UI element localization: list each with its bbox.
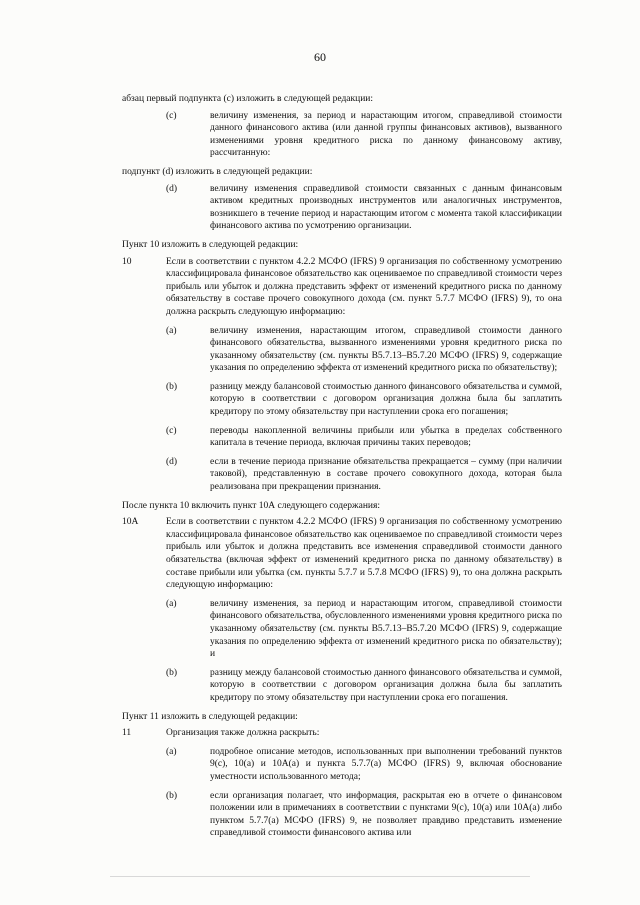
- lettered-subparagraph: [122, 746, 562, 784]
- paragraph-number: 10A: [122, 517, 139, 528]
- paragraph-text: Организация также должна раскрыть:: [166, 728, 320, 739]
- paragraph-text: переводы накопленной величины прибыли или убытка в пределах собственного капитала в течение периода, включая причины таких переводов;: [210, 425, 562, 449]
- paragraph-text: величину изменения, нарастающим итогом, справедливой стоимости данного финансового обязательства, вызванного изменениями уровня кредитного риска по указанному обязательству (см. пункты B5.7.13–B5.7.20 МСФО (IFRS) 9, содержащие указания по определению эффекта от изменений кредитного риска по обязательству);: [210, 325, 562, 374]
- lettered-subparagraph: [122, 325, 562, 375]
- paragraph-text: величину изменения, за период и нарастающим итогом, справедливой стоимости финансового обязательства, обусловленного изменениями уровня кредитного риска по указанному обязательству (см. пункты B5.7.13–B5.7.20 МСФО (IFRS) 9, содержащие указания по определению эффекта от изменений кредитного риска по обязательству); и: [210, 598, 562, 660]
- subparagraph-letter: (b): [166, 790, 178, 801]
- subparagraph-letter: (a): [166, 325, 177, 336]
- instruction-paragraph: Пункт 10 изложить в следующей редакции:: [122, 239, 299, 250]
- paragraph-text: если в течение периода признание обязательства прекращается – сумму (при наличии таковой), представленную в составе прочего совокупного дохода, которая была реализована при прекращении признания.: [210, 456, 562, 493]
- subparagraph-letter: (d): [166, 456, 178, 467]
- lettered-subparagraph: [122, 667, 562, 705]
- instruction-paragraph: абзац первый подпункта (c) изложить в следующей редакции:: [122, 94, 374, 104]
- subparagraph-letter: (a): [166, 598, 177, 609]
- subparagraph-letter: (d): [166, 183, 178, 194]
- instruction-paragraph: Пункт 11 изложить в следующей редакции:: [122, 711, 298, 722]
- paragraph-text: величину изменения справедливой стоимости связанных с данным финансовым активом кредитных производных инструментов или аналогичных инструментов, возникшего в течение период и нарастающим итогом с момента такой классификации финансового актива по усмотрению организации.: [210, 183, 562, 232]
- paragraph-text: если организация полагает, что информация, раскрытая ею в отчете о финансовом положении или в примечаниях в соответствии с пунктами 9(c), 10(a) или 10A(a) либо пунктом 5.7.7(a) МСФО (IFRS) 9, не позволяет правдиво представить изменение справедливой стоимости финансового актива или: [210, 790, 562, 839]
- subparagraph-letter: (c): [166, 425, 177, 436]
- page-number: 60: [314, 50, 326, 64]
- lettered-subparagraph: [122, 598, 562, 661]
- paragraph-text: подробное описание методов, использованных при выполнении требований пунктов 9(c), 10(a) и 10A(a) и пункта 5.7.7(a) МСФО (IFRS) 9, включая обоснование уместности использованного метода;: [210, 746, 562, 782]
- lettered-subparagraph: [122, 110, 562, 160]
- numbered-paragraph: [122, 516, 562, 592]
- paragraph-text: Если в соответствии с пунктом 4.2.2 МСФО (IFRS) 9 организация по собственному усмотрению классифицировала финансовое обязательство как оцениваемое по справедливой стоимости через прибыль или убыток и должна представить эффект от изменений кредитного риска по данному обязательству в составе прочего совокупного дохода (см. пункт 5.7.7 МСФО (IFRS) 9), то она должна раскрыть следующую информацию:: [166, 256, 562, 317]
- numbered-paragraph: [122, 727, 562, 740]
- lettered-subparagraph: [122, 183, 562, 233]
- numbered-paragraph: [122, 256, 562, 319]
- subparagraph-letter: (b): [166, 667, 178, 678]
- paragraph-text: величину изменения, за период и нарастающим итогом, справедливой стоимости данного финансового актива (или данной группы финансовых активов), вызванного изменениями уровня кредитного риска по данному финансовому активу, рассчитанную:: [210, 110, 562, 159]
- paragraph-number: 10: [122, 256, 132, 267]
- subparagraph-letter: (c): [166, 110, 177, 121]
- lettered-subparagraph: [122, 381, 562, 419]
- instruction-paragraph: После пункта 10 включить пункт 10А следующего содержания:: [122, 500, 381, 511]
- subparagraph-letter: (b): [166, 381, 178, 392]
- instruction-paragraph: подпункт (d) изложить в следующей редакции:: [122, 166, 313, 177]
- paragraph-text: разницу между балансовой стоимостью данного финансового обязательства и суммой, которую в соответствии с договором организация должна была бы заплатить кредитору по этому обязательству при наступлении срока его погашения;: [210, 381, 562, 418]
- scan-edge-line: [110, 876, 530, 877]
- document-body: [122, 93, 562, 846]
- paragraph-text: разницу между балансовой стоимостью данного финансового обязательства и суммой, которую в соответствии с договором организация должна была бы заплатить кредитору по этому обязательству при наступлении срока его погашения.: [210, 667, 562, 703]
- paragraph-number: 11: [122, 728, 132, 739]
- lettered-subparagraph: [122, 425, 562, 450]
- subparagraph-letter: (a): [166, 746, 177, 757]
- paragraph-text: Если в соответствии с пунктом 4.2.2 МСФО (IFRS) 9 организация по собственному усмотрению классифицировала финансовое обязательство как оцениваемое по справедливой стоимости через прибыль или убыток и должна представить все изменения справедливой стоимости данного обязательства (включая эффект от изменений кредитного риска по данному обязательству) в составе прибыли или убытка (см. пункты 5.7.7 и 5.7.8 МСФО (IFRS) 9), то она должна раскрыть следующую информацию:: [166, 517, 562, 591]
- lettered-subparagraph: [122, 456, 562, 494]
- lettered-subparagraph: [122, 790, 562, 840]
